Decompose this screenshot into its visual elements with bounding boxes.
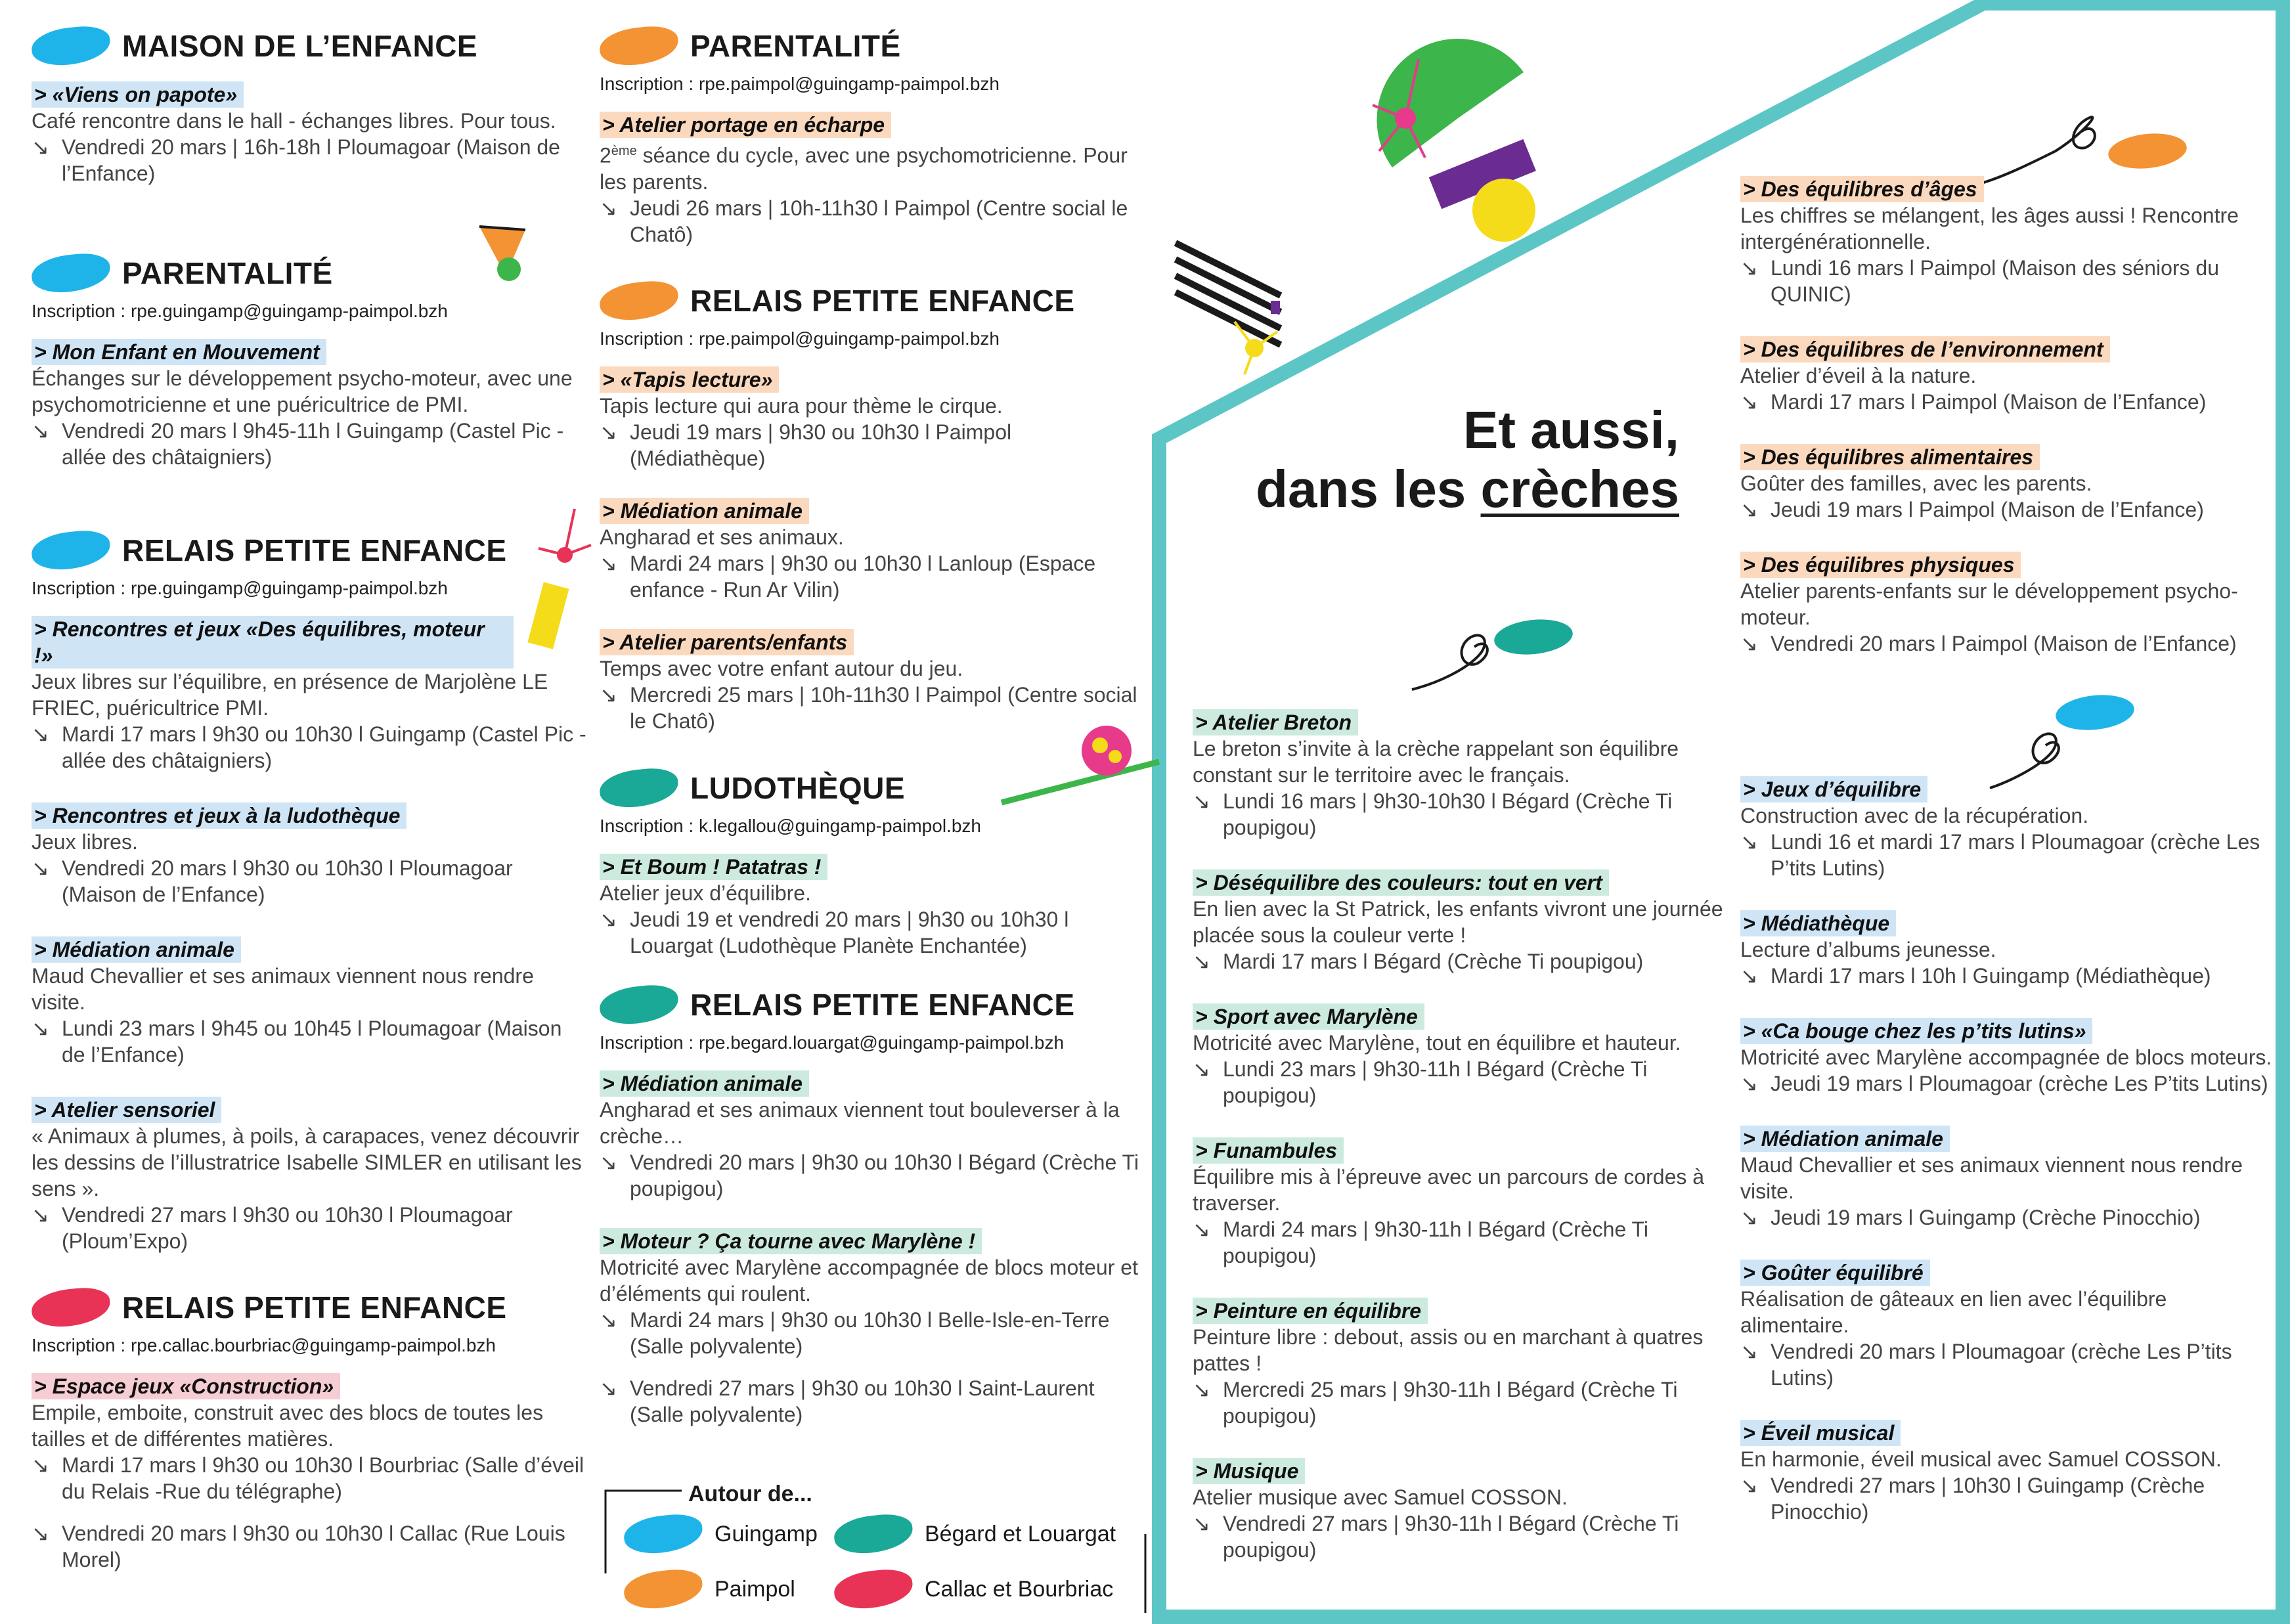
parentalite-paimpol-section [600,28,1151,248]
event-item [1193,1003,1731,1108]
arrow-icon: ↘ [1193,789,1210,813]
event-description: Atelier musique avec Samuel COSSON. [1193,1485,1568,1509]
rpe-begard-section [600,986,1151,1428]
event-title: > Médiathèque [1740,910,1896,936]
section-heading: PARENTALITÉ [32,255,590,292]
arrow-icon: ↘ [1193,1057,1210,1081]
creches-left-column [1193,709,1731,1563]
event-item [32,616,590,774]
event-title: > Moteur ? Ça tourne avec Marylène ! [600,1228,982,1254]
event-title: > Sport avec Marylène [1193,1003,1424,1030]
arrow-icon: ↘ [1740,256,1758,280]
event-title: > Espace jeux «Construction» [32,1373,340,1399]
event-title: > Funambules [1193,1137,1344,1164]
arrow-icon: ↘ [600,1308,617,1332]
event-date: ↘ Vendredi 20 mars l Paimpol (Maison de l’Enfance) [1740,632,2237,655]
arrow-icon: ↘ [32,856,49,880]
event-description: Temps avec votre enfant autour du jeu. [600,657,963,680]
parentalite-guingamp-section [32,255,590,470]
event-title: > Des équilibres d’âges [1740,176,1984,202]
event-description: Jeux libres. [32,830,138,854]
arrow-icon: ↘ [600,908,617,931]
section-heading: PARENTALITÉ [600,28,1151,64]
inscription-email: Inscription : rpe.paimpol@guingamp-paimpol.bzh [600,328,1000,349]
event-item [1193,1298,1731,1429]
arrow-icon: ↘ [32,1203,49,1227]
creches-right-top-column [1740,176,2279,657]
event-item [1193,1458,1731,1563]
arrow-icon: ↘ [1740,632,1758,655]
event-date: ↘ Mardi 24 mars | 9h30-11h l Bégard (Crèche Ti poupigou) [1193,1218,1649,1267]
event-title: > Atelier parents/enfants [600,629,854,655]
paimpol-color-blob [598,24,680,68]
event-description: Maud Chevallier et ses animaux viennent nous rendre visite. [1740,1153,2243,1203]
event-date: ↘ Vendredi 20 mars | 9h30 ou 10h30 l Bégard (Crèche Ti poupigou) [600,1151,1139,1200]
event-title: > Atelier portage en écharpe [600,112,891,138]
section-heading: RELAIS PETITE ENFANCE [600,986,1151,1023]
event-description: Angharad et ses animaux. [600,525,844,549]
legend [603,1481,1148,1613]
event-title: > Jeux d’équilibre [1740,776,1927,802]
event-title: > Atelier Breton [1193,709,1358,735]
arrow-icon: ↘ [600,1151,617,1174]
begard-color-blob [598,982,680,1027]
rpe-guingamp-section [32,532,590,1254]
event-description: Motricité avec Marylène accompagnée de blocs moteur et d’éléments qui roulent. [600,1256,1138,1306]
event-date: ↘ Jeudi 19 mars l Paimpol (Maison de l’Enfance) [1740,498,2204,521]
event-title: > Éveil musical [1740,1420,1901,1446]
arrow-icon: ↘ [1193,1512,1210,1535]
event-date: ↘ Vendredi 20 mars l 9h30 ou 10h30 l Ploumagoar (Maison de l’Enfance) [32,856,513,906]
event-item [1740,776,2279,881]
event-item [32,936,590,1068]
event-date: ↘ Lundi 16 mars l Paimpol (Maison des séniors du QUINIC) [1740,256,2219,306]
event-title: > Mon Enfant en Mouvement [32,339,326,365]
section-heading: MAISON DE L’ENFANCE [32,28,590,64]
event-description: Motricité avec Marylène, tout en équilibre et hauteur. [1193,1031,1681,1055]
event-item [1740,1126,2279,1231]
balance-shapes-illustration [1373,39,1536,242]
arrow-icon: ↘ [1193,950,1210,973]
inscription-email: Inscription : k.legallou@guingamp-paimpol.bzh [600,816,981,836]
event-item [600,854,1151,959]
paimpol-color-blob [598,278,680,323]
event-date: ↘ Mardi 17 mars l Paimpol (Maison de l’Enfance) [1740,390,2207,414]
arrow-icon: ↘ [1740,390,1758,414]
guingamp-color-blob [30,528,112,573]
arrow-icon: ↘ [600,552,617,575]
creches-right-bottom-column [1740,776,2279,1525]
guingamp-color-blob [622,1512,704,1556]
legend-item-paimpol: Paimpol [624,1571,795,1608]
event-date: ↘ Vendredi 20 mars | 16h-18h l Ploumagoar (Maison de l’Enfance) [32,135,560,185]
event-date: ↘ Vendredi 20 mars l 9h45-11h l Guingamp (Castel Pic - allée des châtaigniers) [32,419,564,469]
event-title: > «Tapis lecture» [600,366,779,393]
event-item [1740,1260,2279,1391]
event-item [1740,1018,2279,1097]
arrow-icon: ↘ [1740,1340,1758,1363]
section-heading: RELAIS PETITE ENFANCE [600,282,1151,319]
event-description: Atelier jeux d’équilibre. [600,881,811,905]
event-description: « Animaux à plumes, à poils, à carapaces, venez découvrir les dessins de l’illustratrice Isabelle SIMLER en utilisant les sens ». [32,1124,582,1200]
event-description: Réalisation de gâteaux en lien avec l’équilibre alimentaire. [1740,1287,2167,1337]
arrow-icon: ↘ [600,1376,617,1400]
event-description: Construction avec de la récupération. [1740,804,2089,827]
event-description: Lecture d’albums jeunesse. [1740,938,1996,961]
event-title: > Atelier sensoriel [32,1097,221,1123]
guingamp-color-blob [30,24,112,68]
event-item [1193,1137,1731,1269]
event-description: En lien avec la St Patrick, les enfants vivront une journée placée sous la couleur verte ! [1193,897,1723,947]
orange-blob-decoration [2107,130,2189,172]
event-item [600,1070,1151,1202]
event-title: > Des équilibres physiques [1740,552,2021,578]
event-title: > Médiation animale [600,498,809,524]
legend-item-begard: Bégard et Louargat [834,1516,1116,1552]
event-date: ↘ Lundi 16 mars | 9h30-10h30 l Bégard (Crèche Ti poupigou) [1193,789,1673,839]
legend-title: Autour de... [688,1481,812,1506]
event-item [1740,336,2279,415]
event-title: > «Viens on papote» [32,81,244,108]
section-heading: RELAIS PETITE ENFANCE [32,532,590,569]
creches-title: Et aussi, dans les crèches [1256,401,1679,518]
event-date: ↘ Vendredi 27 mars | 9h30 ou 10h30 l Saint-Laurent (Salle polyvalente) [600,1376,1095,1426]
event-title: > Peinture en équilibre [1193,1298,1428,1324]
event-description: Maud Chevallier et ses animaux viennent nous rendre visite. [32,964,534,1014]
event-date: ↘ Vendredi 20 mars l Ploumagoar (crèche Les P’tits Lutins) [1740,1340,2232,1390]
event-item [600,1228,1151,1428]
inscription-email: Inscription : rpe.guingamp@guingamp-paimpol.bzh [32,301,448,321]
inscription-email: Inscription : rpe.callac.bourbriac@guingamp-paimpol.bzh [32,1335,496,1355]
event-date: ↘ Jeudi 19 et vendredi 20 mars | 9h30 ou 10h30 l Louargat (Ludothèque Planète Enchantée) [600,908,1069,957]
event-date: ↘ Jeudi 26 mars | 10h-11h30 l Paimpol (Centre social le Chatô) [600,196,1128,246]
event-description: Les chiffres se mélangent, les âges aussi ! Rencontre intergénérationnelle. [1740,204,2239,253]
arrow-icon: ↘ [600,196,617,220]
legend-item-callac: Callac et Bourbriac [834,1571,1113,1608]
event-title: > Médiation animale [32,936,241,963]
event-description: Peinture libre : debout, assis ou en marchant à quatres pattes ! [1193,1325,1704,1375]
inscription-email: Inscription : rpe.paimpol@guingamp-paimpol.bzh [600,74,1000,94]
callac-color-blob [832,1567,914,1612]
event-description: Équilibre mis à l’épreuve avec un parcours de cordes à traverser. [1193,1165,1705,1215]
event-description: Motricité avec Marylène accompagnée de blocs moteurs. [1740,1045,2272,1069]
arrow-icon: ↘ [1740,1206,1758,1229]
event-description: Tapis lecture qui aura pour thème le cirque. [600,394,1003,418]
arrow-icon: ↘ [600,683,617,707]
guingamp-color-blob [30,251,112,296]
event-description: Échanges sur le développement psycho-moteur, avec une psychomotricienne et une puéricultrice de PMI. [32,366,573,416]
event-date: ↘ Mardi 17 mars l Bégard (Crèche Ti poupigou) [1193,950,1644,973]
event-date: ↘ Jeudi 19 mars l Ploumagoar (crèche Les P’tits Lutins) [1740,1072,2268,1095]
event-title: > Médiation animale [600,1070,809,1097]
event-date: ↘ Vendredi 27 mars | 9h30-11h l Bégard (Crèche Ti poupigou) [1193,1512,1679,1562]
event-description: Atelier parents-enfants sur le développement psycho-moteur. [1740,579,2238,629]
event-date: ↘ Mardi 24 mars | 9h30 ou 10h30 l Lanloup (Espace enfance - Run Ar Vilin) [600,552,1096,602]
arrow-icon: ↘ [1740,1474,1758,1497]
legend-item-guingamp: Guingamp [624,1516,818,1552]
event-description: Goûter des familles, avec les parents. [1740,472,2092,495]
event-item [1740,444,2279,523]
paimpol-color-blob [622,1567,704,1612]
section-heading: LUDOTHÈQUE [600,770,1151,806]
arrow-icon: ↘ [1740,830,1758,854]
arrow-icon: ↘ [1193,1218,1210,1241]
event-item [1740,552,2279,657]
event-date: ↘ Mardi 17 mars l 10h l Guingamp (Médiathèque) [1740,964,2211,988]
event-date: ↘ Mardi 24 mars | 9h30 ou 10h30 l Belle-Isle-en-Terre (Salle polyvalente) [600,1308,1110,1358]
event-date: ↘ Jeudi 19 mars l Guingamp (Crèche Pinocchio) [1740,1206,2201,1229]
arrow-icon: ↘ [1740,498,1758,521]
event-description: Café rencontre dans le hall - échanges libres. Pour tous. [32,109,556,133]
event-title: > Musique [1193,1458,1305,1484]
rpe-paimpol-section [600,282,1151,734]
event-title: > Et Boum ! Patatras ! [600,854,827,880]
event-item [1740,176,2279,307]
event-date: ↘ Mercredi 25 mars | 9h30-11h l Bégard (Crèche Ti poupigou) [1193,1378,1678,1428]
event-date: ↘ Vendredi 27 mars l 9h30 ou 10h30 l Ploumagoar (Ploum’Expo) [32,1203,513,1253]
stripes-illustration [1176,243,1281,374]
event-item [1193,869,1731,975]
ludotheque-section [600,770,1151,959]
rpe-callac-section [32,1289,590,1573]
arrow-icon: ↘ [32,135,49,159]
event-description: Angharad et ses animaux viennent tout bouleverser à la crèche… [600,1098,1120,1148]
event-item [600,366,1151,472]
event-item [600,629,1151,734]
event-title: > Des équilibres de l’environnement [1740,336,2110,362]
event-item [600,112,1151,248]
event-title: > Rencontres et jeux «Des équilibres, moteur !» [32,616,514,669]
arrow-icon: ↘ [1193,1378,1210,1401]
begard-color-blob [598,766,680,810]
event-date: ↘ Vendredi 20 mars l 9h30 ou 10h30 l Callac (Rue Louis Morel) [32,1522,565,1571]
event-item [32,339,590,470]
begard-color-blob [832,1512,914,1556]
event-title: > Rencontres et jeux à la ludothèque [32,802,407,829]
arrow-icon: ↘ [32,419,49,443]
event-item [1193,709,1731,841]
event-item [600,498,1151,603]
arrow-icon: ↘ [32,1522,49,1545]
arrow-icon: ↘ [32,1017,49,1040]
event-item [32,1097,590,1254]
inscription-email: Inscription : rpe.begard.louargat@guingamp-paimpol.bzh [600,1032,1065,1053]
event-title: > Goûter équilibré [1740,1260,1930,1286]
arrow-icon: ↘ [32,722,49,746]
event-description: En harmonie, éveil musical avec Samuel COSSON. [1740,1447,2222,1471]
event-item [32,1373,590,1573]
event-item [32,802,590,908]
event-title: > Des équilibres alimentaires [1740,444,2040,470]
green-blob-decoration [1493,616,1575,658]
event-title: > «Ca bouge chez les p’tits lutins» [1740,1018,2092,1044]
event-date: ↘ Jeudi 19 mars | 9h30 ou 10h30 l Paimpol (Médiathèque) [600,420,1012,470]
inscription-email: Inscription : rpe.guingamp@guingamp-paimpol.bzh [32,578,448,598]
event-date: ↘ Vendredi 27 mars | 10h30 l Guingamp (Crèche Pinocchio) [1740,1474,2205,1524]
event-description: Jeux libres sur l’équilibre, en présence de Marjolène LE FRIEC, puéricultrice PMI. [32,670,548,720]
swirl-decoration-2 [1412,635,1487,690]
blue-blob-decoration [2054,691,2136,734]
section-heading: RELAIS PETITE ENFANCE [32,1289,590,1326]
event-title: > Déséquilibre des couleurs: tout en vert [1193,869,1609,896]
callac-color-blob [30,1285,112,1330]
arrow-icon: ↘ [1740,1072,1758,1095]
event-item [1740,1420,2279,1525]
event-description: Atelier d’éveil à la nature. [1740,364,1977,387]
arrow-icon: ↘ [1740,964,1758,988]
event-date: ↘ Lundi 23 mars | 9h30-11h l Bégard (Crèche Ti poupigou) [1193,1057,1648,1107]
event-title: > Médiation animale [1740,1126,1950,1152]
event-date: ↘ Lundi 16 et mardi 17 mars l Ploumagoar (crèche Les P’tits Lutins) [1740,830,2260,880]
event-item [1740,910,2279,989]
arrow-icon: ↘ [32,1453,49,1477]
event-item [32,81,590,187]
event-date: ↘ Mercredi 25 mars | 10h-11h30 l Paimpol (Centre social le Chatô) [600,683,1137,733]
event-description: Empile, emboite, construit avec des blocs de toutes les tailles et de différentes matières. [32,1401,544,1451]
arrow-icon: ↘ [600,420,617,444]
event-date: ↘ Mardi 17 mars l 9h30 ou 10h30 l Bourbriac (Salle d’éveil du Relais -Rue du télégraphe) [32,1453,584,1503]
event-date: ↘ Mardi 17 mars l 9h30 ou 10h30 l Guingamp (Castel Pic - allée des châtaigniers) [32,722,586,772]
event-date: ↘ Lundi 23 mars l 9h45 ou 10h45 l Ploumagoar (Maison de l’Enfance) [32,1017,562,1066]
event-description: 2ème séance du cycle, avec une psychomotricienne. Pour les parents. [600,143,1128,194]
maison-enfance-section [32,28,590,187]
event-description: Le breton s’invite à la crèche rappelant son équilibre constant sur le territoire avec le français. [1193,737,1679,787]
